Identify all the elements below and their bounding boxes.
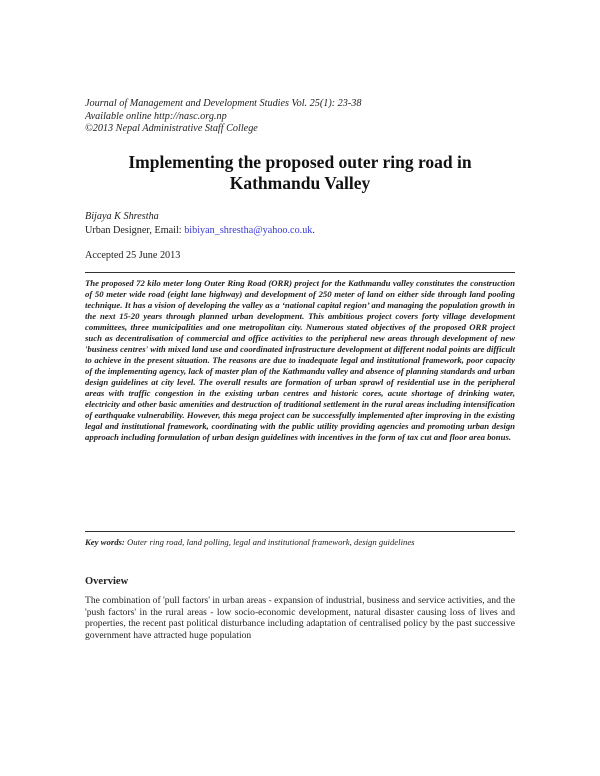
paper-title-line-1: Implementing the proposed outer ring road in (128, 152, 472, 172)
author-block (85, 210, 525, 237)
accepted-date: Accepted 25 June 2013 (85, 250, 181, 261)
author-affiliation (85, 224, 525, 238)
journal-line-volume: Journal of Management and Development Studies Vol. 25(1): 23-38 (85, 98, 362, 109)
abstract-text: The proposed 72 kilo meter long Outer Ring Road (ORR) project for the Kathmandu valley constitutes the construction of 50 meter wide road (eight lane highway) and development of 250 meter of land on either side through land pooling technique. It has a vision of developing the valley as a ‘national capital region’ and managing the population growth in the next 15-20 years through planned urban development. This ambitious project covers forty village development committees, three municipalities and one metropolitan city. Numerous stated objectives of the proposed ORR project such as decentralisation of commercial and office activities to the peripheral new areas through development of new 'business centres' with mixed land use and coordinated infrastructure development at different nodal points are difficult to achieve in the present situation. The reasons are due to inadequate legal and institutional framework, poor capacity of the implementing agency, lack of master plan of the Kathmandu valley and absence of planning standards and urban design guidelines at city level. The overall results are formation of urban sprawl of residential use in the peripheral areas with traffic congestion in the existing urban centres and historic cores, acute shortage of drinking water, electricity and other basic amenities and destruction of traditional settlement in the rural areas including intensification of earthquake vulnerability. However, this mega project can be successfully implemented after improving in the existing legal and institutional framework, coordinating with the public utility providing agencies and promoting urban design approach including formulation of urban design guidelines with incentives in the form of tax cut and floor area bonus. (85, 278, 515, 442)
keywords-label: Key words: (85, 537, 125, 547)
overview-paragraph: The combination of 'pull factors' in urban areas - expansion of industrial, business and service activities, and the 'push factors' in the rural areas - low socio-economic development, natural disaster causing loss of lives and properties, the recent past political disturbance including adaptation of centralised policy by the past successive government have attracted huge population (85, 595, 515, 641)
author-role: Urban Designer, Email: (85, 224, 185, 236)
author-name: Bijaya K Shrestha (85, 211, 159, 222)
abstract-top-rule (85, 272, 515, 273)
journal-citation (85, 98, 525, 136)
author-email-suffix: . (312, 224, 315, 236)
keywords-line (85, 537, 515, 548)
keywords-text: Outer ring road, land polling, legal and institutional framework, design guidelines (124, 537, 415, 547)
journal-line-copyright: ©2013 Nepal Administrative Staff College (85, 123, 258, 135)
section-heading-overview: Overview (85, 576, 129, 587)
paper-title (80, 152, 520, 194)
journal-line-online[interactable]: Available online http://nasc.org.np (85, 110, 227, 122)
abstract-bottom-rule (85, 531, 515, 532)
author-email-link[interactable]: bibiyan_shrestha@yahoo.co.uk (184, 224, 313, 236)
paper-title-line-2: Kathmandu Valley (229, 173, 371, 193)
